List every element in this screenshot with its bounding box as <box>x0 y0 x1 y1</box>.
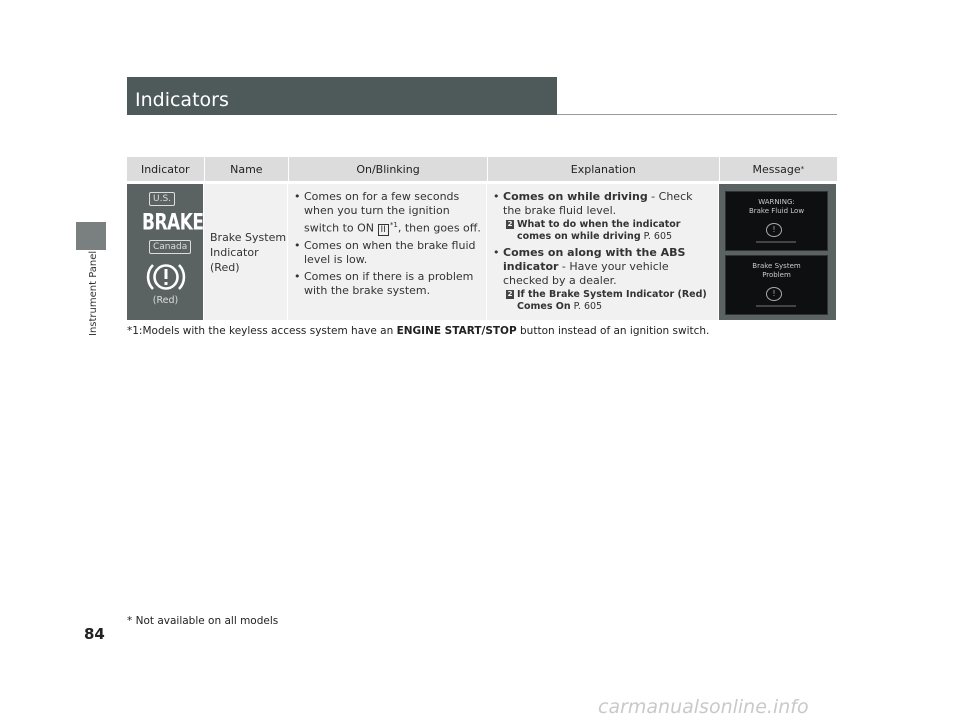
availability-footnote: * Not available on all models <box>127 615 279 627</box>
cross-reference-link[interactable]: 2 If the Brake System Indicator (Red) Comes On P. 605 <box>507 289 707 312</box>
on-blinking-list <box>288 184 486 298</box>
ignition-position-key: II <box>378 224 389 236</box>
message-cell <box>719 184 837 320</box>
list-item: • Comes on while driving - Check the brake fluid level. 2 What to do when the indicator comes on while driving P. 605 <box>493 190 714 243</box>
warning-icon: ! <box>766 223 782 237</box>
column-header-name: Name <box>205 157 290 181</box>
list-item: • Comes on when the brake fluid level is low. <box>294 239 482 267</box>
list-item: • Comes on if there is a problem with the brake system. <box>294 270 482 298</box>
section-tab-marker <box>76 222 106 250</box>
column-header-explanation: Explanation <box>488 157 720 181</box>
on-blinking-cell <box>288 184 487 320</box>
indicator-cell <box>127 184 204 320</box>
page-header <box>127 77 557 115</box>
message-display-brake-system-problem: Brake System Problem ! <box>725 255 828 315</box>
brake-warning-icon <box>146 260 186 294</box>
column-header-indicator: Indicator <box>127 157 205 181</box>
table-header <box>127 157 837 181</box>
column-header-on-blinking: On/Blinking <box>289 157 488 181</box>
page-number: 84 <box>84 625 105 643</box>
side-section-label: Instrument Panel <box>88 250 99 336</box>
name-cell <box>204 184 288 320</box>
list-item: • Comes on along with the ABS indicator - Have your vehicle checked by a dealer. 2 If the Brake System Indicator (Red) Comes On P. 605 <box>493 246 714 313</box>
list-item: • Comes on for a few seconds when you turn the ignition switch to ON II $^{*1}$, then goes off. <box>294 190 482 236</box>
indicator-name: Brake System Indicator (Red) <box>210 231 287 274</box>
warning-icon: ! <box>766 287 782 301</box>
indicator-color-label: (Red) <box>152 295 179 306</box>
keyless-footnote: *1:Models with the keyless access system have an ENGINE START/STOP button instead of an ignition switch. <box>127 325 710 337</box>
cross-reference-link[interactable]: 2 What to do when the indicator comes on while driving P. 605 <box>507 219 681 242</box>
brake-text-icon: BRAKE <box>142 210 204 236</box>
indicator-table <box>127 157 837 320</box>
explanation-cell <box>487 184 719 320</box>
column-header-message: Message * <box>752 162 805 176</box>
canada-tag: Canada <box>149 240 191 254</box>
watermark: carmanualsonline.info <box>598 696 809 718</box>
page-title: Indicators <box>135 89 229 111</box>
us-tag: U.S. <box>149 192 175 206</box>
reference-arrow-icon: 2 <box>507 220 513 228</box>
message-display-brake-fluid-low: WARNING: Brake Fluid Low ! <box>725 191 828 251</box>
explanation-list <box>487 184 718 313</box>
reference-arrow-icon: 2 <box>507 290 513 298</box>
header-rule <box>557 114 837 115</box>
table-row <box>127 184 837 320</box>
